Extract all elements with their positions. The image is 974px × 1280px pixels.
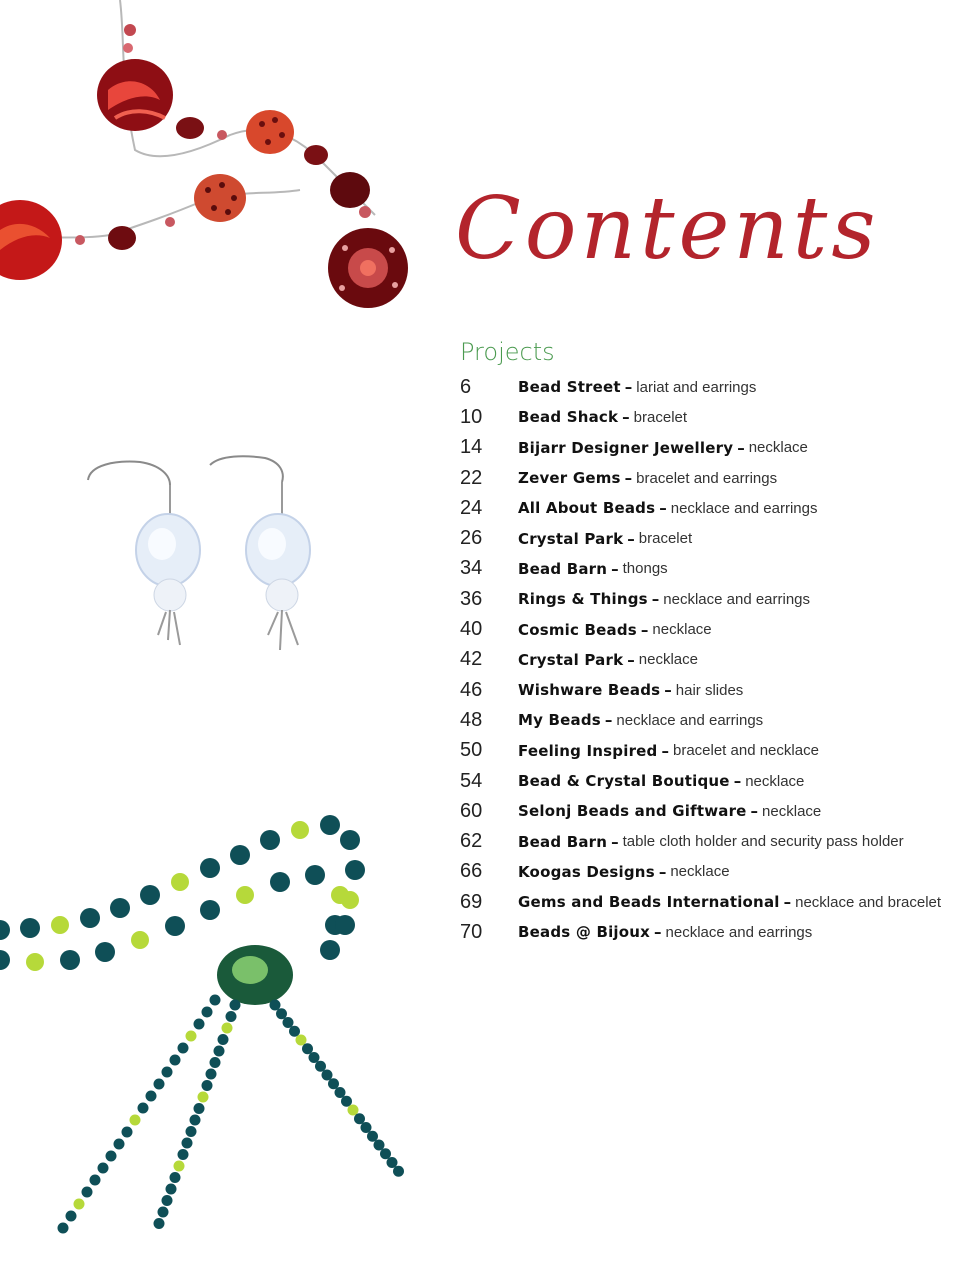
toc-page-number: 6 <box>460 375 472 398</box>
toc-entry <box>460 705 970 735</box>
toc-project-name: All About Beads <box>518 499 656 518</box>
toc-project-name: Selonj Beads and Giftware <box>518 802 747 821</box>
toc-project-description: necklace and earrings <box>663 590 811 608</box>
toc-dash: – <box>624 378 633 397</box>
toc-project-name: Cosmic Beads <box>518 620 637 639</box>
toc-dash: – <box>640 620 649 639</box>
toc-page-number: 69 <box>460 890 483 913</box>
toc-project-description: necklace <box>670 863 730 881</box>
toc-project-description: table cloth holder and security pass holder <box>622 833 904 851</box>
toc-page-number: 22 <box>460 466 483 489</box>
toc-dash: – <box>664 681 672 700</box>
toc-entry <box>460 826 970 856</box>
toc-entry <box>460 675 970 705</box>
toc-project-description: hair slides <box>675 681 744 699</box>
toc-project-description: bracelet and earrings <box>636 469 778 487</box>
toc-project-description: bracelet and necklace <box>672 742 819 760</box>
toc-dash: – <box>783 893 792 912</box>
toc-entry <box>460 372 970 402</box>
toc-entry <box>460 493 970 523</box>
toc-entry <box>460 463 970 493</box>
toc-dash: – <box>627 650 635 669</box>
glass-earrings-photo <box>70 440 360 680</box>
toc-project-description: necklace and earrings <box>616 711 764 729</box>
toc-project-name: Rings & Things <box>518 590 648 609</box>
toc-page-number: 24 <box>460 496 483 519</box>
toc-entry <box>460 766 970 796</box>
toc-page-number: 66 <box>460 860 483 883</box>
toc-dash: – <box>733 772 742 790</box>
red-bead-necklace-photo <box>0 0 440 320</box>
toc-project-name: Crystal Park <box>518 529 624 548</box>
table-of-contents <box>460 372 970 948</box>
toc-page-number: 62 <box>460 830 483 853</box>
toc-page-number: 14 <box>460 436 483 459</box>
toc-page-number: 42 <box>460 648 483 671</box>
toc-project-description: lariat and earrings <box>636 378 757 396</box>
toc-project-name: Gems and Beads International <box>518 893 780 912</box>
toc-dash: – <box>750 802 759 821</box>
toc-dash: – <box>661 741 669 760</box>
toc-project-description: necklace <box>748 439 808 457</box>
toc-dash: – <box>659 499 667 518</box>
toc-project-name: My Beads <box>518 711 601 730</box>
toc-page-number: 36 <box>460 587 483 610</box>
page-title: Contents <box>455 179 880 279</box>
toc-project-name: Bead Shack <box>518 408 619 427</box>
toc-project-name: Koogas Designs <box>518 862 655 881</box>
toc-dash: – <box>737 438 745 457</box>
toc-page-number: 60 <box>460 799 483 822</box>
toc-project-description: necklace and earrings <box>670 499 818 517</box>
toc-page-number: 10 <box>460 405 483 428</box>
toc-dash: – <box>622 408 630 427</box>
toc-project-name: Bead Barn <box>518 559 608 578</box>
toc-page-number: 26 <box>460 527 483 550</box>
toc-entry <box>460 645 970 675</box>
toc-dash: – <box>624 469 633 488</box>
toc-project-description: necklace and earrings <box>665 923 813 941</box>
toc-project-name: Beads @ Bijoux <box>518 923 651 942</box>
toc-dash: – <box>651 590 660 609</box>
toc-project-description: necklace <box>652 621 712 639</box>
toc-entry <box>460 584 970 614</box>
toc-project-name: Crystal Park <box>518 650 624 669</box>
toc-dash: – <box>627 529 635 548</box>
toc-dash: – <box>658 862 667 881</box>
toc-dash: – <box>604 711 613 730</box>
toc-entry <box>460 736 970 766</box>
section-heading: Projects <box>460 338 555 366</box>
toc-project-name: Bijarr Designer Jewellery <box>518 438 734 457</box>
toc-project-name: Feeling Inspired <box>518 741 658 760</box>
toc-project-description: thongs <box>622 560 668 578</box>
toc-project-name: Bead Barn <box>518 832 608 851</box>
toc-entry <box>460 402 970 432</box>
toc-dash: – <box>654 923 662 942</box>
teal-bead-lariat-photo <box>0 800 430 1270</box>
toc-page-number: 40 <box>460 618 483 641</box>
toc-project-description: necklace and bracelet <box>795 893 942 911</box>
toc-entry <box>460 796 970 826</box>
toc-dash: – <box>611 559 619 578</box>
toc-project-description: bracelet <box>633 408 688 426</box>
toc-project-description: bracelet <box>638 530 693 548</box>
toc-entry <box>460 887 970 917</box>
toc-page-number: 34 <box>460 557 483 580</box>
toc-project-name: Bead Street <box>518 378 621 397</box>
toc-entry <box>460 614 970 644</box>
toc-page-number: 46 <box>460 678 483 701</box>
toc-project-description: necklace <box>638 651 698 669</box>
toc-dash: – <box>611 832 619 851</box>
toc-project-description: necklace <box>745 772 805 790</box>
toc-project-name: Bead & Crystal Boutique <box>518 772 730 790</box>
toc-page-number: 70 <box>460 920 483 943</box>
toc-project-name: Wishware Beads <box>518 681 661 700</box>
toc-entry <box>460 523 970 553</box>
toc-entry <box>460 917 970 947</box>
toc-entry <box>460 554 970 584</box>
toc-page-number: 50 <box>460 739 483 762</box>
toc-project-description: necklace <box>762 802 822 820</box>
toc-page-number: 54 <box>460 769 483 792</box>
toc-entry <box>460 857 970 887</box>
toc-project-name: Zever Gems <box>518 469 621 488</box>
toc-entry <box>460 433 970 463</box>
toc-page-number: 48 <box>460 708 483 731</box>
